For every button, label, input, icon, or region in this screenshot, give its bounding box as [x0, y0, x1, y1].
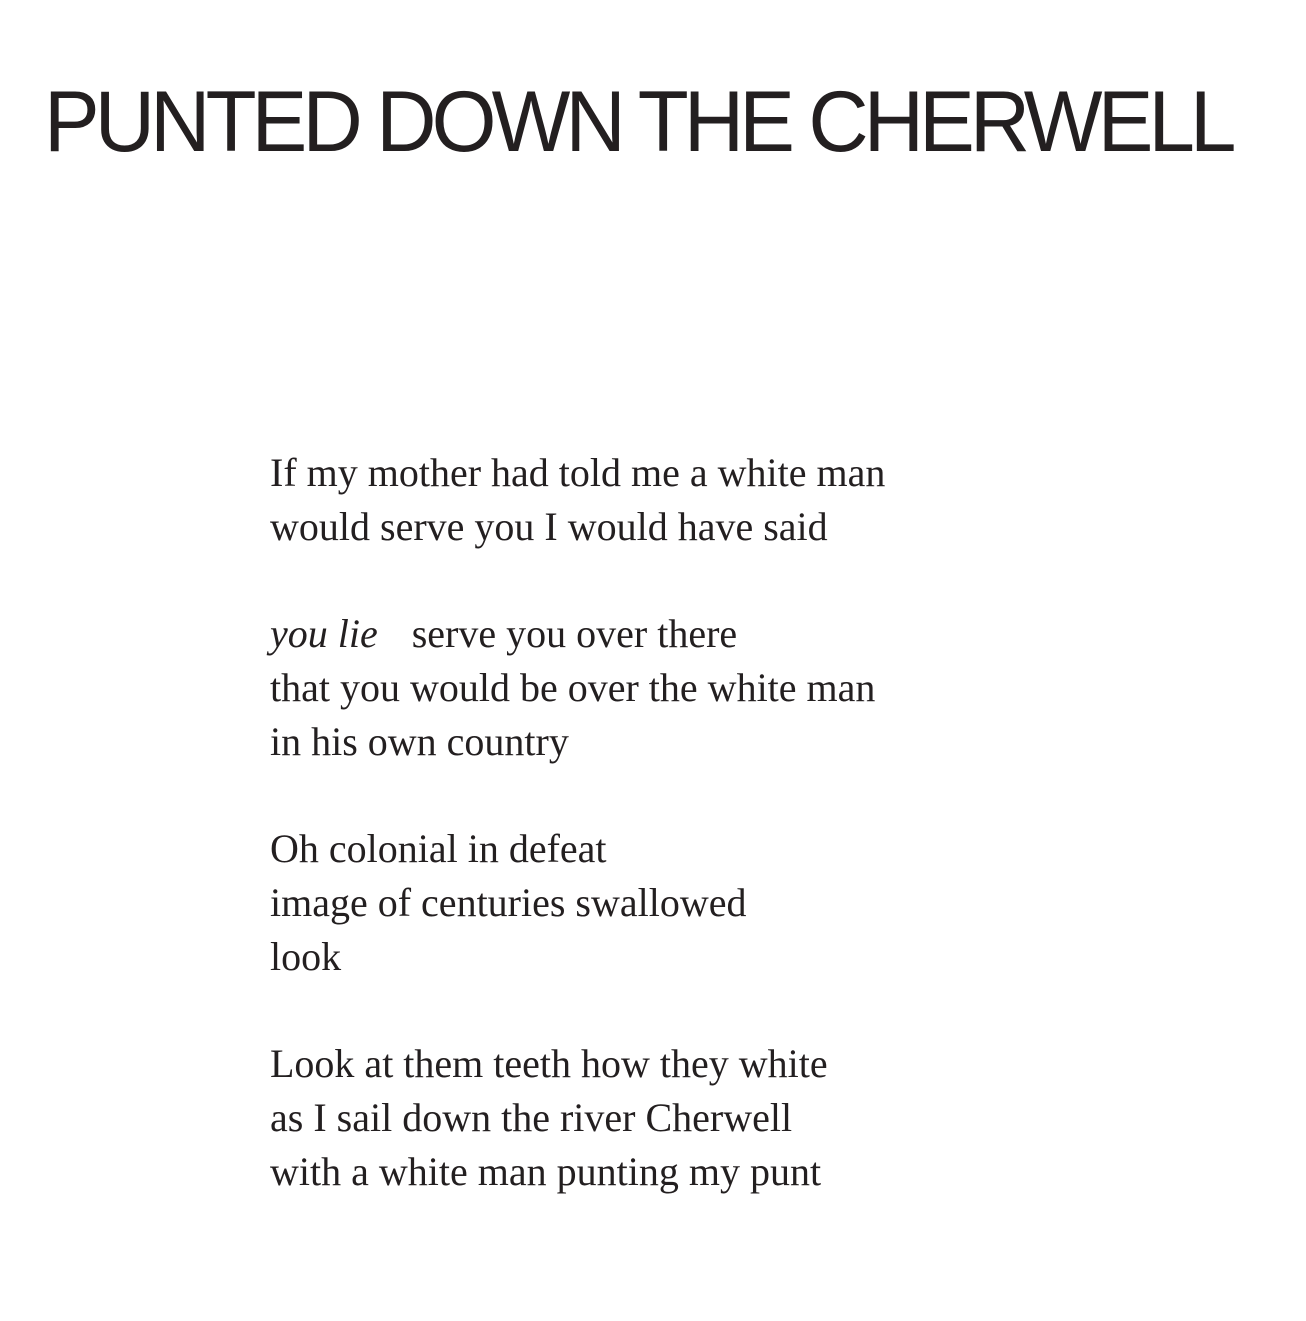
stanza-4 — [270, 1037, 885, 1199]
poem-line: in his own country — [270, 719, 569, 764]
poem-title: PUNTED DOWN THE CHERWELL — [44, 74, 1232, 170]
stanza-1 — [270, 446, 885, 554]
stanza-3 — [270, 822, 885, 984]
poem-line: look — [270, 934, 342, 979]
poem-line: as I sail down the river Cherwell — [270, 1095, 793, 1140]
poem-line — [270, 607, 885, 661]
italic-phrase: you lie — [270, 611, 378, 656]
poem-body — [270, 446, 885, 1252]
poem-line: with a white man punting my punt — [270, 1149, 822, 1194]
stanza-2 — [270, 607, 885, 769]
line-remainder: serve you over there — [411, 611, 738, 656]
poem-line: that you would be over the white man — [270, 665, 876, 710]
poem-line: Oh colonial in defeat — [270, 826, 607, 871]
poem-line: If my mother had told me a white man — [270, 450, 886, 495]
poem-line: image of centuries swallowed — [270, 880, 747, 925]
poem-line: Look at them teeth how they white — [270, 1041, 828, 1086]
poem-line: would serve you I would have said — [270, 504, 828, 549]
